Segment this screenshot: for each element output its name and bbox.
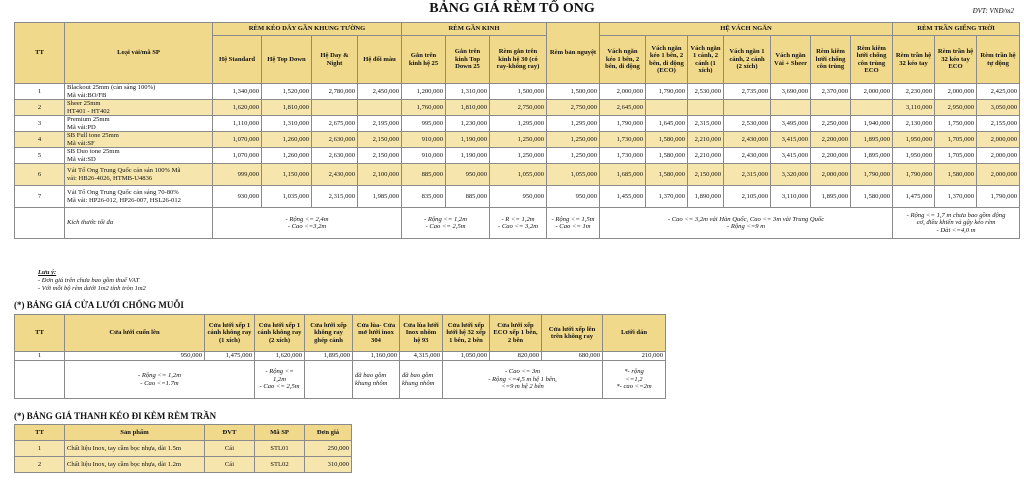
sub-header: Hệ Top Down: [262, 36, 312, 84]
price-cell: 1,750,000: [935, 116, 977, 132]
header-product: Loại vải/mã SP: [65, 23, 213, 84]
price-cell: 2,750,000: [547, 100, 600, 116]
product-line: SB Full tone 25mm: [67, 132, 119, 140]
price-cell: 1,455,000: [600, 186, 646, 208]
price-cell: [312, 100, 358, 116]
net-header: Cửa lưới xếp ECO xếp 1 bên, 2 bên: [490, 315, 542, 352]
price-cell: 2,200,000: [811, 132, 851, 148]
net-cell: 950,000: [65, 352, 205, 361]
bar-cell: 250,000: [305, 441, 352, 457]
price-cell: 2,200,000: [811, 148, 851, 164]
net-cell: 1,475,000: [205, 352, 255, 361]
price-cell: 1,760,000: [402, 100, 446, 116]
price-cell: 1,580,000: [851, 186, 893, 208]
price-cell: 910,000: [402, 132, 446, 148]
table-row: [15, 148, 1020, 164]
price-cell: 2,100,000: [358, 164, 402, 186]
price-cell: 3,415,000: [771, 132, 811, 148]
price-cell: 930,000: [213, 186, 262, 208]
price-cell: 2,630,000: [312, 148, 358, 164]
price-cell: 2,430,000: [724, 132, 771, 148]
price-cell: 2,645,000: [600, 100, 646, 116]
price-cell: 3,050,000: [977, 100, 1020, 116]
product-cell: [65, 116, 213, 132]
bar-cell: 310,000: [305, 457, 352, 473]
bar-header: Đơn giá: [305, 425, 352, 441]
price-cell: 835,000: [402, 186, 446, 208]
price-cell: 1,310,000: [446, 84, 490, 100]
row-number: 1: [15, 84, 65, 100]
price-cell: 1,035,000: [262, 186, 312, 208]
row-number: 2: [15, 100, 65, 116]
price-cell: 1,790,000: [646, 84, 688, 100]
price-cell: 950,000: [446, 164, 490, 186]
price-cell: 1,705,000: [935, 132, 977, 148]
price-cell: 2,210,000: [688, 132, 724, 148]
price-cell: 1,620,000: [213, 100, 262, 116]
bar-cell: Chất liệu Inox, tay cầm bọc nhựa, dài 1.5m: [65, 441, 205, 457]
price-cell: 1,190,000: [446, 148, 490, 164]
table-row: [15, 186, 1020, 208]
table-row: [15, 116, 1020, 132]
size-note: - Rộng <= 2,4m - Cao <=3,2m: [213, 208, 402, 239]
price-cell: 2,155,000: [977, 116, 1020, 132]
price-cell: 2,000,000: [977, 164, 1020, 186]
net-cell: 1,620,000: [255, 352, 305, 361]
row-number: 3: [15, 116, 65, 132]
price-cell: 1,730,000: [600, 148, 646, 164]
sub-header: Rèm trần hệ 32 kéo tay: [893, 36, 935, 84]
price-cell: 2,210,000: [688, 148, 724, 164]
price-cell: 3,110,000: [771, 186, 811, 208]
price-cell: 1,200,000: [402, 84, 446, 100]
price-cell: 1,950,000: [893, 132, 935, 148]
page-title: BẢNG GIÁ RÈM TỔ ONG: [429, 1, 595, 16]
product-cell: [65, 100, 213, 116]
net-header: Cửa lưới xếp lên trên không ray: [542, 315, 603, 352]
price-cell: 2,630,000: [312, 132, 358, 148]
price-cell: 1,580,000: [935, 164, 977, 186]
price-cell: 1,250,000: [490, 132, 547, 148]
price-cell: 1,895,000: [811, 186, 851, 208]
price-cell: 2,000,000: [977, 148, 1020, 164]
price-cell: 950,000: [490, 186, 547, 208]
bar-price-table: [14, 424, 352, 473]
price-cell: 1,580,000: [646, 164, 688, 186]
price-cell: 1,810,000: [446, 100, 490, 116]
product-line: Sheer 25mm: [67, 100, 101, 108]
table-row: [15, 352, 666, 361]
product-cell: [65, 148, 213, 164]
table-row: [15, 100, 1020, 116]
table-row: [15, 441, 352, 457]
sub-header: Hệ Standard: [213, 36, 262, 84]
price-cell: 1,580,000: [646, 148, 688, 164]
price-cell: 1,520,000: [262, 84, 312, 100]
bar-cell: Cái: [205, 441, 255, 457]
price-cell: [358, 100, 402, 116]
price-cell: 2,315,000: [724, 164, 771, 186]
net-price-table: [14, 314, 666, 399]
net-header: Cửa lưới xếp 1 cánh không ray (2 xích): [255, 315, 305, 352]
price-cell: 1,070,000: [213, 132, 262, 148]
price-cell: 1,475,000: [893, 186, 935, 208]
price-cell: 1,250,000: [547, 148, 600, 164]
sub-header: Rèm bản nguyệt: [547, 23, 600, 84]
bar-cell: STL02: [255, 457, 305, 473]
price-cell: 2,230,000: [893, 84, 935, 100]
price-cell: [646, 100, 688, 116]
bar-header: Mã SP: [255, 425, 305, 441]
price-cell: 1,055,000: [490, 164, 547, 186]
size-note: - R <= 1,2m - Cao <= 3,2m: [490, 208, 547, 239]
bar-cell: Chất liệu Inox, tay cầm bọc nhựa, dài 1.2m: [65, 457, 205, 473]
product-line: Vải Tổ Ong Trung Quốc cản sán 100% Mã: [67, 167, 181, 175]
sub-header: Rèm trần hệ tự động: [977, 36, 1020, 84]
price-cell: 1,895,000: [851, 148, 893, 164]
size-note: - Cao <= 3,2m vải Hàn Quốc, Cao <= 3m vải Trung Quốc - Rộng <=9 m: [600, 208, 893, 239]
price-cell: 1,705,000: [935, 148, 977, 164]
price-cell: 1,260,000: [262, 148, 312, 164]
table-row: [15, 457, 352, 473]
net-header: Cửa lưới xếp không ray ghép cánh: [305, 315, 353, 352]
net-header: Cửa lùa lưới Inox nhôm hệ 93: [400, 315, 443, 352]
price-cell: 2,780,000: [312, 84, 358, 100]
sub-header: Gắn trên kinh hệ 25: [402, 36, 446, 84]
price-cell: 2,000,000: [977, 132, 1020, 148]
net-header: Cửa lưới xếp lưới hệ 32 xếp 1 bên, 2 bên: [443, 315, 490, 352]
size-note: - Rộng <= 1,7 m chưa bao gồm động cơ, điều khiển và gậy kéo rèm - Dài <=4,0 m: [893, 208, 1020, 239]
price-cell: 3,110,000: [893, 100, 935, 116]
price-cell: 2,000,000: [935, 84, 977, 100]
sub-header: Gắn trên kinh Top Down 25: [446, 36, 490, 84]
price-cell: 1,790,000: [893, 164, 935, 186]
bar-cell: STL01: [255, 441, 305, 457]
price-cell: 2,430,000: [724, 148, 771, 164]
row-number: 5: [15, 148, 65, 164]
bar-header: Sản phẩm: [65, 425, 205, 441]
price-cell: 1,985,000: [358, 186, 402, 208]
row-number: 7: [15, 186, 65, 208]
price-cell: 1,895,000: [851, 132, 893, 148]
price-cell: 2,675,000: [312, 116, 358, 132]
price-cell: 1,260,000: [262, 132, 312, 148]
group-header: HỆ VÁCH NGĂN: [600, 23, 893, 36]
size-row: [15, 208, 1020, 239]
product-cell: [65, 186, 213, 208]
group-header: RÈM TRẦN GIẾNG TRỜI: [893, 23, 1020, 36]
notes: Lưu ý: - Đơn giá trên chưa bao gồm thuế VAT - Với mỗi bộ rèm dưới 1m2 tính tròn 1m2: [38, 269, 146, 293]
net-header: Lưới dán: [603, 315, 666, 352]
price-cell: 1,810,000: [262, 100, 312, 116]
size-note: - Rộng <= 1,2m - Cao <= 2,5m: [402, 208, 490, 239]
product-line: HT401 - HT402: [67, 107, 110, 115]
product-line: Blackout 25mm (cản sáng 100%): [67, 84, 156, 92]
price-cell: 1,055,000: [547, 164, 600, 186]
price-cell: 2,250,000: [811, 116, 851, 132]
net-header: TT: [15, 315, 65, 352]
net-cell: 210,000: [603, 352, 666, 361]
net-cell: 1,895,000: [305, 352, 353, 361]
price-cell: 910,000: [402, 148, 446, 164]
table-row: [15, 164, 1020, 186]
net-cell: 1: [15, 352, 65, 361]
product-cell: [65, 132, 213, 148]
price-cell: 1,790,000: [977, 186, 1020, 208]
price-cell: 995,000: [402, 116, 446, 132]
product-line: vải: HB26-4026, HTMB-U4836: [67, 174, 153, 182]
product-cell: [65, 164, 213, 186]
price-cell: 1,730,000: [600, 132, 646, 148]
price-cell: 2,950,000: [935, 100, 977, 116]
price-cell: 2,105,000: [724, 186, 771, 208]
price-cell: 3,415,000: [771, 148, 811, 164]
price-cell: 1,340,000: [213, 84, 262, 100]
price-cell: [688, 100, 724, 116]
price-cell: [724, 100, 771, 116]
price-cell: 1,070,000: [213, 148, 262, 164]
price-cell: 3,320,000: [771, 164, 811, 186]
group-header: RÈM GẦN KINH: [402, 23, 547, 36]
net-cell: 680,000: [542, 352, 603, 361]
size-label: Kích thước tối đa: [65, 208, 213, 239]
price-cell: 1,790,000: [851, 164, 893, 186]
price-cell: 2,000,000: [811, 164, 851, 186]
price-cell: 1,250,000: [547, 132, 600, 148]
net-cell: 1,050,000: [443, 352, 490, 361]
net-header: Cửa lùa- Cửa mở lưới inox 304: [353, 315, 400, 352]
sub-header: Rèm gắn trên kinh hệ 30 (có ray-không ray): [490, 36, 547, 84]
net-section-title: (*) BẢNG GIÁ CỬA LƯỚI CHỐNG MUỖI: [14, 300, 184, 310]
net-notes-row: - Rộng <= 1,2m - Cao <=1.7m - Rộng <= 1,2m - Cao <= 2,5m đã bao gồm khung nhôm đã bao gồm khung nhôm - Cao <= 3m - Rộng <=4,5 m hệ 1 bên, <=9 m hệ 2 bên *- rộng <=1,2 *- cao <=2m: [15, 361, 666, 399]
unit-label: ĐVT: VNĐ/m2: [972, 7, 1014, 15]
table-row: [15, 132, 1020, 148]
price-cell: 2,000,000: [851, 84, 893, 100]
price-cell: 950,000: [547, 186, 600, 208]
price-cell: 2,150,000: [358, 148, 402, 164]
sub-header: Hệ Day & Night: [312, 36, 358, 84]
sub-header: Vách ngăn 1 cánh, 2 cánh (1 xích): [688, 36, 724, 84]
price-cell: 3,495,000: [771, 116, 811, 132]
price-cell: 1,150,000: [262, 164, 312, 186]
price-cell: 1,500,000: [547, 84, 600, 100]
group-header: RÈM KÉO DÂY GẦN KHUNG TƯỜNG: [213, 23, 402, 36]
price-cell: 1,295,000: [547, 116, 600, 132]
price-cell: 1,950,000: [893, 148, 935, 164]
row-number: 4: [15, 132, 65, 148]
bar-section-title: (*) BẢNG GIÁ THANH KÉO ĐI KÈM RÈM TRẦN: [14, 411, 217, 421]
price-cell: 1,685,000: [600, 164, 646, 186]
net-cell: 4,315,000: [400, 352, 443, 361]
product-line: SB Duo tone 25mm: [67, 148, 120, 156]
price-cell: 1,580,000: [646, 132, 688, 148]
price-cell: 2,315,000: [312, 186, 358, 208]
price-cell: 1,370,000: [646, 186, 688, 208]
header-tt: TT: [15, 23, 65, 84]
sub-header: Hệ đổi màu: [358, 36, 402, 84]
price-cell: 1,310,000: [262, 116, 312, 132]
price-cell: 1,645,000: [646, 116, 688, 132]
price-cell: 885,000: [402, 164, 446, 186]
bar-cell: 1: [15, 441, 65, 457]
price-cell: 2,000,000: [600, 84, 646, 100]
product-line: Mã vải:PD: [67, 123, 96, 131]
bar-header: TT: [15, 425, 65, 441]
bar-header: ĐVT: [205, 425, 255, 441]
price-cell: [771, 100, 811, 116]
row-number: 6: [15, 164, 65, 186]
price-cell: [851, 100, 893, 116]
price-cell: 2,530,000: [688, 84, 724, 100]
price-cell: 2,130,000: [893, 116, 935, 132]
net-cell: 1,160,000: [353, 352, 400, 361]
bar-cell: Cái: [205, 457, 255, 473]
product-line: Mã vải:SD: [67, 155, 96, 163]
product-cell: [65, 84, 213, 100]
price-cell: 1,110,000: [213, 116, 262, 132]
price-cell: 1,790,000: [600, 116, 646, 132]
table-row: [15, 84, 1020, 100]
main-price-table: [14, 22, 1020, 239]
net-header: Cửa lưới xếp 1 cánh không ray (1 xích): [205, 315, 255, 352]
price-cell: 2,530,000: [724, 116, 771, 132]
price-cell: 2,430,000: [312, 164, 358, 186]
price-cell: 1,500,000: [490, 84, 547, 100]
net-header: Cửa lưới cuốn lên: [65, 315, 205, 352]
price-cell: 2,150,000: [358, 132, 402, 148]
sub-header: Vách ngăn kéo 1 bên, 2 bên, di động: [600, 36, 646, 84]
net-cell: 820,000: [490, 352, 542, 361]
product-line: Mã vải:SF: [67, 139, 95, 147]
sub-header: Rèm trần hệ 32 kéo tay ECO: [935, 36, 977, 84]
price-cell: 1,890,000: [688, 186, 724, 208]
price-cell: 2,370,000: [811, 84, 851, 100]
bar-cell: 2: [15, 457, 65, 473]
price-cell: 2,425,000: [977, 84, 1020, 100]
price-cell: 1,370,000: [935, 186, 977, 208]
product-line: Vải Tổ Ong Trung Quốc cản sáng 70-80%: [67, 189, 179, 197]
product-line: Premium 25mm: [67, 116, 110, 124]
price-cell: [811, 100, 851, 116]
price-cell: 885,000: [446, 186, 490, 208]
product-line: Mã vải: HP26-012, HP26-007, HSL26-012: [67, 196, 181, 204]
price-cell: 2,315,000: [688, 116, 724, 132]
price-cell: 999,000: [213, 164, 262, 186]
size-note: - Rộng <= 1,5m - Cao <= 1m: [547, 208, 600, 239]
price-cell: 1,250,000: [490, 148, 547, 164]
sub-header: Vách ngăn kéo 1 bên, 2 bên, di động (ECO): [646, 36, 688, 84]
price-cell: 2,750,000: [490, 100, 547, 116]
price-cell: 2,195,000: [358, 116, 402, 132]
sub-header: Rèm kiêm lưới chống côn trùng: [811, 36, 851, 84]
price-cell: 1,940,000: [851, 116, 893, 132]
price-cell: 3,690,000: [771, 84, 811, 100]
sub-header: Vách ngăn 1 cánh, 2 cánh (2 xích): [724, 36, 771, 84]
price-cell: 2,735,000: [724, 84, 771, 100]
price-cell: 1,230,000: [446, 116, 490, 132]
price-cell: 1,295,000: [490, 116, 547, 132]
sub-header: Rèm kiêm lưới chống côn trùng ECO: [851, 36, 893, 84]
price-cell: 2,150,000: [688, 164, 724, 186]
price-cell: 1,190,000: [446, 132, 490, 148]
price-cell: 2,450,000: [358, 84, 402, 100]
sub-header: Vách ngăn Vải + Sheer: [771, 36, 811, 84]
product-line: Mã vải:BO/FB: [67, 91, 107, 99]
